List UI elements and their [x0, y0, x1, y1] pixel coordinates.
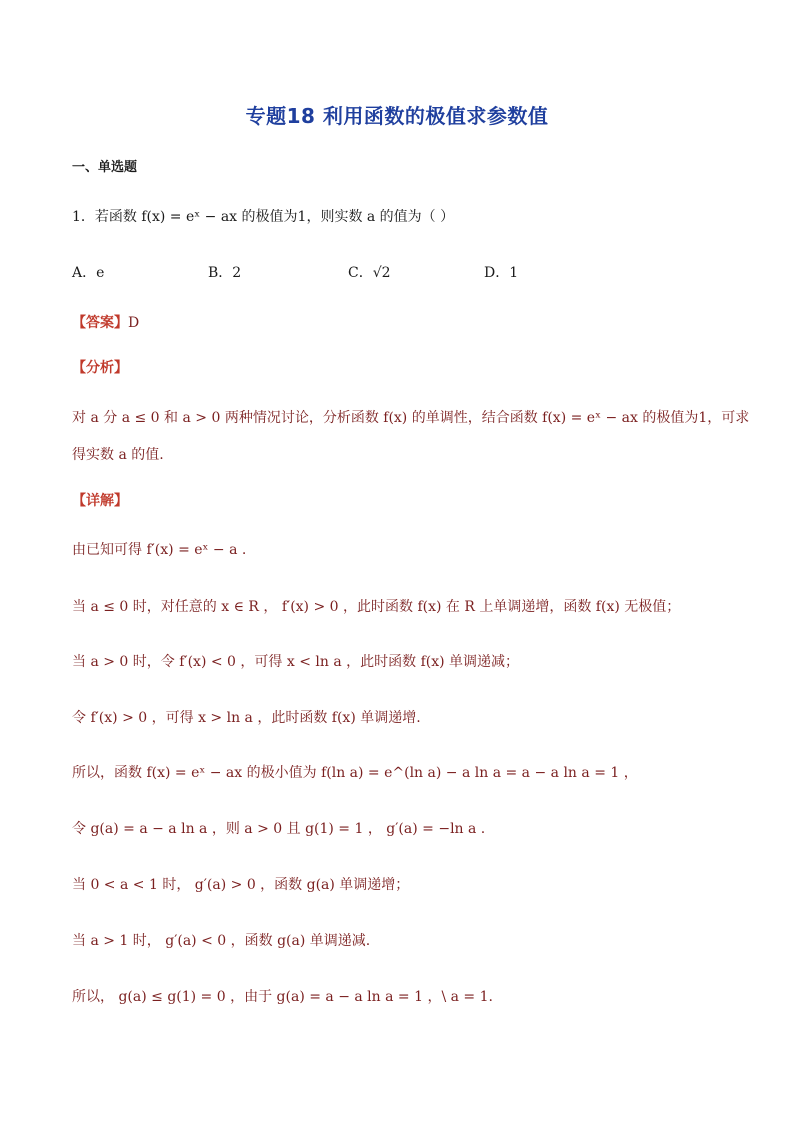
answer-tag: 【答案】 — [72, 315, 128, 331]
detail-line-5: 所以，函数 f(x) = eˣ − ax 的极小值为 f(ln a) = e^(ln a) − a ln a = a − a ln a = 1 ， — [72, 765, 638, 781]
detail-line-7: 当 0 < a < 1 时， g′(a) > 0 ，函数 g(a) 单调递增； — [72, 877, 410, 893]
section-heading: 一、单选题 — [72, 160, 138, 175]
page-title: 专题18 利用函数的极值求参数值 — [245, 104, 549, 128]
detail-tag: 【详解】 — [72, 493, 128, 509]
detail-line-9: 所以， g(a) ≤ g(1) = 0 ，由于 g(a) = a − a ln a = 1 ，\ a = 1. — [72, 989, 493, 1005]
detail-line-3: 当 a > 0 时，令 f′(x) < 0 ，可得 x < ln a ，此时函数 f(x) 单调递减； — [72, 654, 520, 670]
detail-line-1: 由已知可得 f′(x) = eˣ − a . — [72, 542, 247, 558]
detail-line-4: 令 f′(x) > 0 ，可得 x > ln a ，此时函数 f(x) 单调递增. — [72, 710, 421, 726]
option-a: A．e — [72, 265, 105, 281]
detail-line-6: 令 g(a) = a − a ln a ，则 a > 0 且 g(1) = 1 ， g′(a) = −ln a . — [72, 821, 486, 837]
answer-value: D — [128, 315, 140, 331]
detail-line-2: 当 a ≤ 0 时，对任意的 x ∈ R ， f′(x) > 0 ，此时函数 f(x) 在 R 上单调递增，函数 f(x) 无极值； — [72, 599, 681, 615]
option-c: C．√2 — [348, 265, 391, 281]
question-text: 1．若函数 f(x) = eˣ − ax 的极值为1，则实数 a 的值为（ ） — [72, 209, 455, 225]
analysis-line-2: 得实数 a 的值. — [72, 447, 164, 463]
analysis-line-1: 对 a 分 a ≤ 0 和 a > 0 两种情况讨论，分析函数 f(x) 的单调性，结合函数 f(x) = eˣ − ax 的极值为1，可求 — [72, 410, 750, 426]
analysis-tag: 【分析】 — [72, 360, 128, 376]
option-d: D．1 — [484, 265, 519, 281]
answer-row — [72, 313, 139, 333]
detail-line-8: 当 a > 1 时， g′(a) < 0 ，函数 g(a) 单调递减. — [72, 933, 371, 949]
option-b: B．2 — [208, 265, 242, 281]
